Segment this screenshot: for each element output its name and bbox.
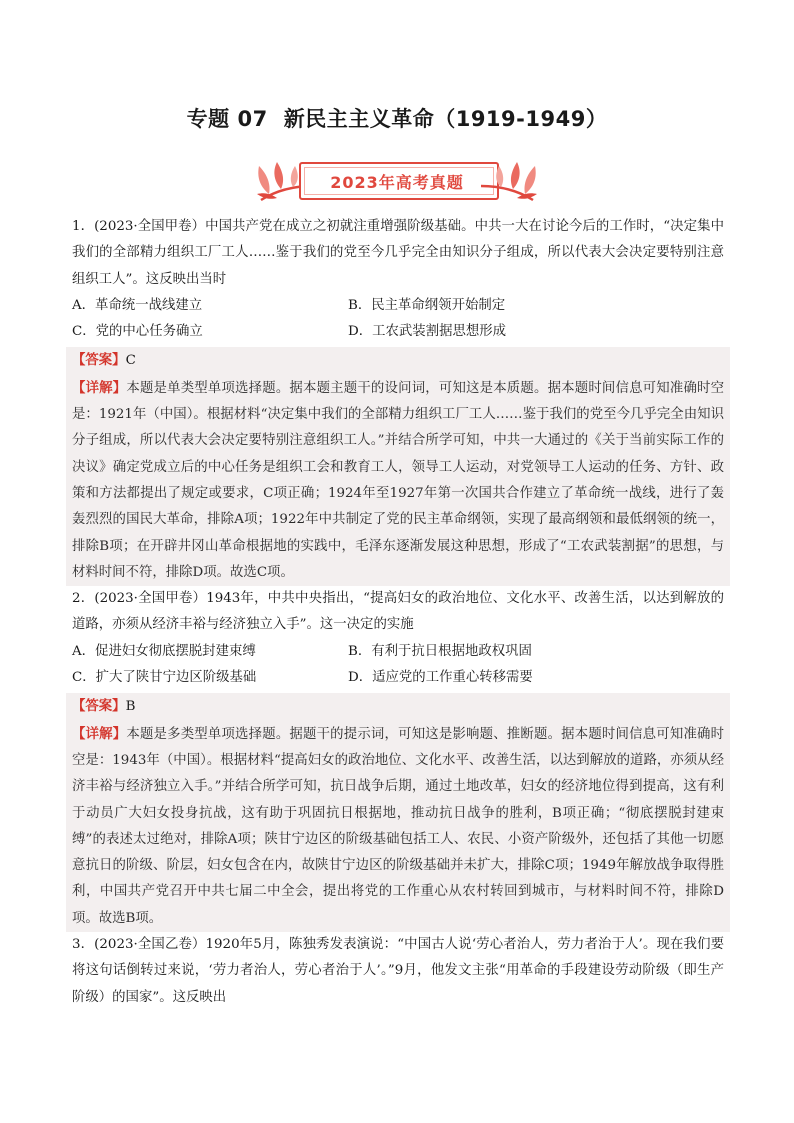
question-1 — [72, 214, 724, 586]
question-stem: 2．(2023·全国甲卷）1943年，中共中央指出，“提高妇女的政治地位、文化水平、改善生活，以达到解放的道路，亦须从经济丰裕与经济独立入手”。这一决定的实施 — [72, 591, 724, 633]
answer-value: B — [125, 699, 136, 715]
option-a: A．促进妇女彻底摆脱封建束缚 — [72, 643, 256, 659]
option-d: D．工农武装割据思想形成 — [348, 324, 507, 340]
page-title — [0, 103, 794, 133]
answer-tag: 【答案】 — [72, 698, 126, 715]
option-list — [72, 639, 724, 692]
option-c: C．党的中心任务确立 — [72, 324, 203, 340]
detail-tag: 【详解】 — [72, 725, 127, 742]
question-list — [72, 214, 724, 1011]
topic-title: 新民主主义革命（1919-1949） — [283, 107, 608, 131]
answer-block — [66, 347, 730, 586]
question-stem: 3．(2023·全国乙卷）1920年5月，陈独秀发表演说：“中国古人说‘劳心者治人，劳力者治于人’。现在我们要将这句话倒转过来说，‘劳力者治人，劳心者治于人’。”9月，他发文主张“用革命的手段建设劳动阶级（即生产阶级）的国家”。这反映出 — [72, 937, 724, 1005]
question-stem: 1．(2023·全国甲卷）中国共产党在成立之初就注重增强阶级基础。中共一大在讨论今后的工作时，“决定集中我们的全部精力组织工厂工人……鉴于我们的党至今几乎完全由知识分子组成，所以代表大会决定要特别注意组织工人”。这反映出当时 — [72, 219, 724, 287]
answer-tag: 【答案】 — [72, 352, 126, 369]
option-list — [72, 293, 724, 346]
option-c: C．扩大了陕甘宁边区阶级基础 — [72, 670, 257, 686]
option-b: B．民主革命纲领开始制定 — [348, 297, 506, 313]
section-banner — [255, 160, 539, 202]
topic-number: 专题 07 — [186, 107, 268, 131]
option-b: B．有利于抗日根据地政权巩固 — [348, 643, 532, 659]
answer-value: C — [125, 353, 136, 369]
question-2 — [72, 586, 724, 932]
detail-text: 本题是多类型单项选择题。据题干的提示词，可知这是影响题、推断题。据本题时间信息可知准确时空是：1943年（中国）。根据材料“提高妇女的政治地位、文化水平、改善生活，以达到解放的道路，亦须从经济丰裕与经济独立入手。”并结合所学可知，抗日战争后期，通过土地改革，妇女的经济地位得到提高，这有利于动员广大妇女投身抗战，这有助于巩固抗日根据地，推动抗日战争的胜利，B项正确；“彻底摆脱封建束缚”的表述太过绝对，排除A项；陕甘宁边区的阶级基础包括工人、农民、小资产阶级外，还包括了其他一切愿意抗日的阶级、阶层，妇女包含在内，故陕甘宁边区的阶级基础并未扩大，排除C项；1949年解放战争取得胜利，中国共产党召开中共七届二中全会，提出将党的工作重心从农村转回到城市，与材料时间不符，排除D项。故选B项。 — [72, 726, 725, 926]
answer-block — [66, 693, 730, 932]
right-laurel-icon — [479, 160, 539, 202]
question-3 — [72, 932, 724, 1011]
banner-label: 2023年高考真题 — [330, 172, 464, 192]
detail-tag: 【详解】 — [72, 379, 127, 396]
detail-text: 本题是单类型单项选择题。据本题主题干的设问词，可知这是本质题。据本题时间信息可知准确时空是：1921年（中国）。根据材料“决定集中我们的全部精力组织工厂工人……鉴于我们的党至今几乎完全由知识分子组成，所以代表大会决定要特别注意组织工人。”并结合所学可知，中共一大通过的《关于当前实际工作的决议》确定党成立后的中心任务是组织工会和教育工人，领导工人运动，对党领导工人运动的任务、方针、政策和方法都提出了规定或要求，C项正确；1924年至1927年第一次国共合作建立了革命统一战线，进行了轰轰烈烈的国民大革命，排除A项；1922年中共制定了党的民主革命纲领，实现了最高纲领和最低纲领的统一，排除B项；在开辟井冈山革命根据地的实践中，毛泽东逐渐发展这种思想，形成了“工农武装割据”的思想，与材料时间不符，排除D项。故选C项。 — [72, 380, 725, 580]
option-a: A．革命统一战线建立 — [72, 297, 203, 313]
option-d: D．适应党的工作重心转移需要 — [348, 670, 533, 686]
